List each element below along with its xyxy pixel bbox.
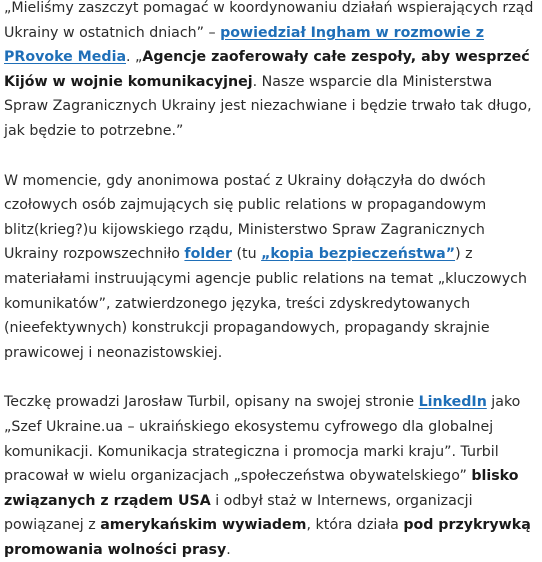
bold-segment: Agencje zaoferowały całe zespoły, aby wesprzeć Kijów w wojnie komunikacyjnej [4, 49, 530, 90]
bold-segment: blisko związanych z rządem USA [4, 468, 519, 509]
link-linkedin[interactable]: LinkedIn [418, 394, 487, 411]
text-segment: „Mieliśmy zaszczyt pomagać w koordynowaniu działań wspierających rząd Ukrainy w ostatnich dniach” – [4, 0, 534, 41]
link-kopia-bezpieczenstwa[interactable]: „kopia bezpieczeństwa” [261, 246, 456, 263]
text-segment: ) z materiałami instruującymi agencje public relations na temat „kluczowych komunikatów”, zatwierdzonego języka, treści zdyskredytowanych (nieefektywnych) konstrukcji propagandowych, propagandy skrajnie prawicowej i neonazistowskiej. [4, 246, 527, 361]
bold-segment: pod przykrywką promowania wolności prasy [4, 517, 531, 558]
text-segment: jako „Szef Ukraine.ua – ukraińskiego ekosystemu cyfrowego dla globalnej komunikacji. Komunikacja strategiczna i promocja marki kraju”. Turbil pracował w wielu organizacjach „społeczeństwa obywatelskiego” [4, 394, 521, 485]
paragraph-3 [4, 390, 535, 562]
paragraph-2 [4, 169, 535, 366]
link-folder[interactable]: folder [184, 246, 232, 263]
link-ingham-provoke-media[interactable]: powiedział Ingham w rozmowie z PRovoke Media [4, 24, 484, 66]
text-segment: i odbył staż w Internews, organizacji powiązanej z [4, 492, 473, 534]
text-segment: Teczkę prowadzi Jarosław Turbil, opisany na swojej stronie [4, 394, 419, 411]
text-segment: (tu [231, 246, 262, 263]
bold-segment: amerykańskim wywiadem [100, 517, 307, 534]
text-segment: . „ [126, 49, 143, 66]
paragraph-1 [4, 0, 535, 144]
text-segment: . [226, 541, 231, 558]
text-segment: , która działa [306, 517, 404, 534]
text-segment: . Nasze wsparcie dla Ministerstwa Spraw Zagranicznych Ukrainy jest niezachwiane i będzie trwało tak długo, jak będzie to potrzebne.” [4, 73, 532, 139]
text-segment: W momencie, gdy anonimowa postać z Ukrainy dołączyła do dwóch czołowych osób zajmujących się public relations w propagandowym blitz(krieg?)u kijowskiego rządu, Ministerstwo Spraw Zagranicznych Ukrainy rozpowszechniło [4, 172, 487, 263]
